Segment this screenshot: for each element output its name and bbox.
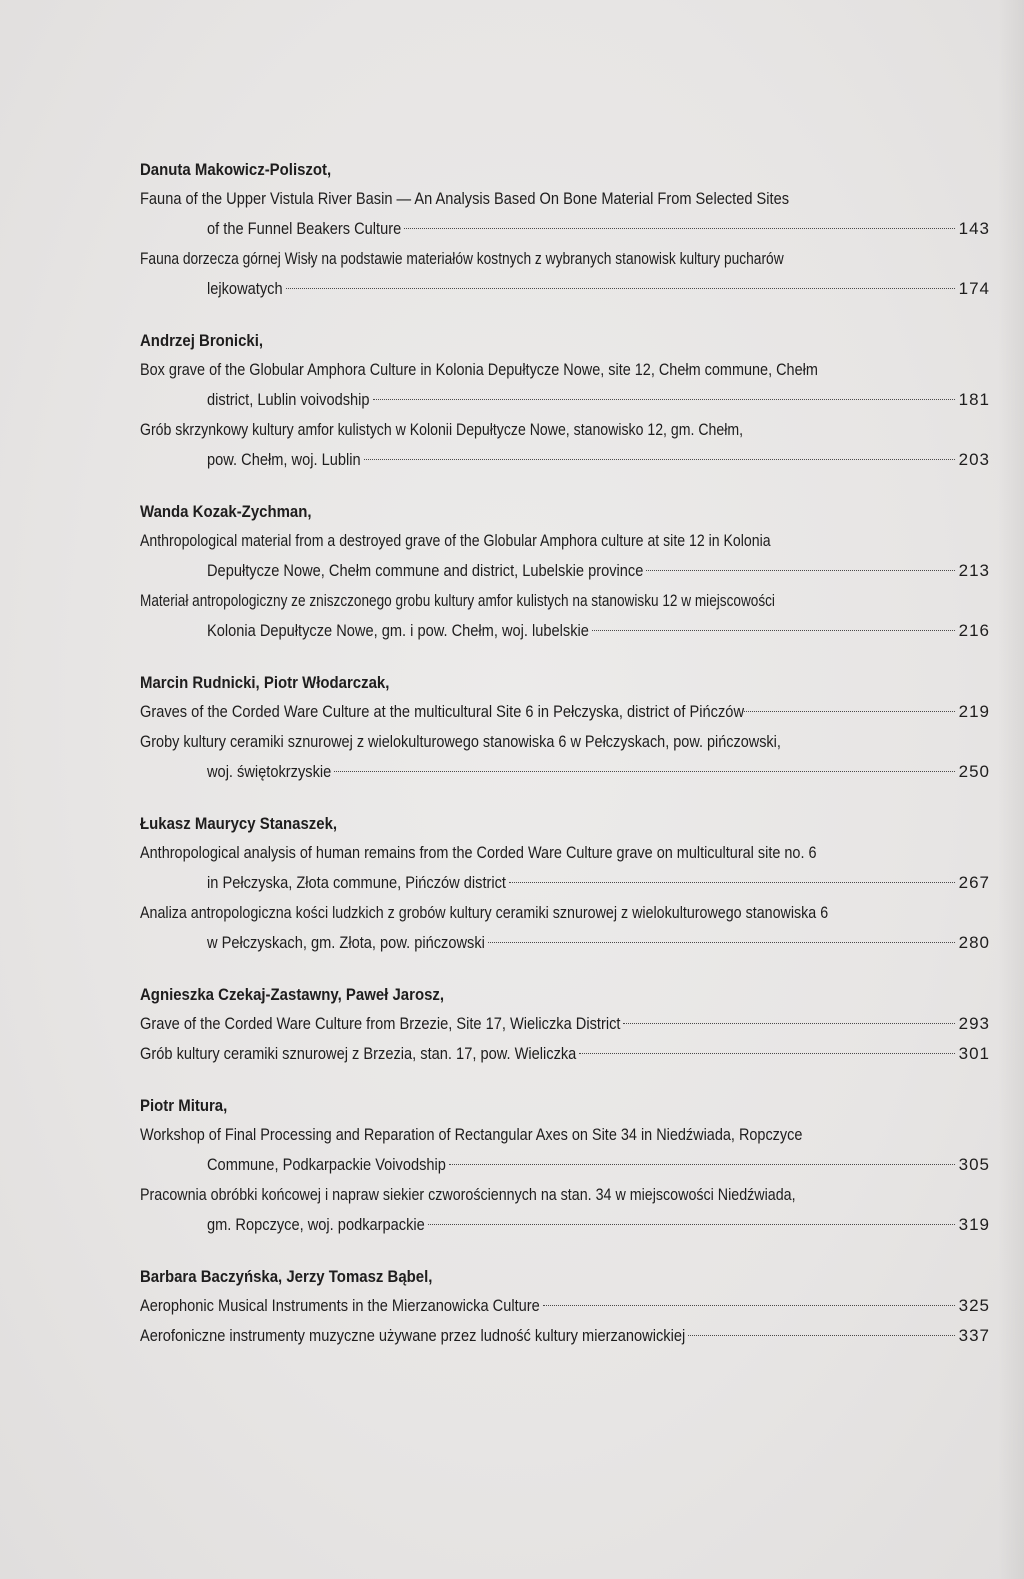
page-number: 337 xyxy=(958,1326,990,1345)
leader-dots xyxy=(488,942,955,943)
item-title-line: in Pełczyska, Złota commune, Pińczów district xyxy=(207,873,506,892)
toc-item[interactable] xyxy=(140,727,990,787)
item-title-line: Anthropological material from a destroyed grave of the Globular Amphora culture at site 12 in Kolonia xyxy=(140,531,771,550)
leader-dots xyxy=(286,288,955,289)
toc-entry xyxy=(140,156,990,304)
leader-dots xyxy=(543,1305,955,1306)
page-number: 213 xyxy=(958,561,990,580)
entry-author: Marcin Rudnicki, Piotr Włodarczak, xyxy=(140,673,390,692)
toc-item[interactable] xyxy=(140,415,990,475)
toc-entry xyxy=(140,327,990,475)
item-title-line: lejkowatych xyxy=(207,279,283,298)
page-number: 293 xyxy=(958,1014,990,1033)
leader-dots xyxy=(744,711,955,712)
entry-author: Piotr Mitura, xyxy=(140,1096,228,1115)
page-number: 203 xyxy=(958,450,990,469)
toc-item[interactable] xyxy=(140,526,990,586)
page-number: 280 xyxy=(958,933,990,952)
toc-item[interactable] xyxy=(140,1009,990,1039)
toc-item[interactable] xyxy=(140,355,990,415)
leader-dots xyxy=(509,882,955,883)
leader-dots xyxy=(579,1053,954,1054)
toc-entry xyxy=(140,810,990,958)
toc-entry xyxy=(140,981,990,1069)
toc-item[interactable] xyxy=(140,838,990,898)
item-title-line: Box grave of the Globular Amphora Culture in Kolonia Depułtycze Nowe, site 12, Chełm commune, Chełm xyxy=(140,360,818,379)
item-title-line: Materiał antropologiczny ze zniszczonego grobu kultury amfor kulistych na stanowisku 12 w miejscowości xyxy=(140,591,775,610)
leader-dots xyxy=(449,1164,955,1165)
leader-dots xyxy=(404,228,954,229)
toc-entry xyxy=(140,498,990,646)
item-title-line: Graves of the Corded Ware Culture at the multicultural Site 6 in Pełczyska, district of Pińczów xyxy=(140,702,745,721)
toc-item[interactable] xyxy=(140,1039,990,1069)
leader-dots xyxy=(688,1335,954,1336)
toc-entry xyxy=(140,669,990,787)
item-title-line: Analiza antropologiczna kości ludzkich z grobów kultury ceramiki sznurowej z wielokulturowego stanowiska 6 xyxy=(140,903,829,922)
toc-item[interactable] xyxy=(140,1321,990,1351)
leader-dots xyxy=(364,459,955,460)
item-title-line: w Pełczyskach, gm. Złota, pow. pińczowski xyxy=(207,933,485,952)
toc-entry xyxy=(140,1263,990,1351)
entry-author: Danuta Makowicz-Poliszot, xyxy=(140,160,332,179)
page-number: 219 xyxy=(958,702,990,721)
entry-author: Wanda Kozak-Zychman, xyxy=(140,502,312,521)
item-title-line: Commune, Podkarpackie Voivodship xyxy=(207,1155,446,1174)
toc-item[interactable] xyxy=(140,1180,990,1240)
item-title-line: Workshop of Final Processing and Reparation of Rectangular Axes on Site 34 in Niedźwiada, Ropczyce xyxy=(140,1125,803,1144)
item-title-line: Groby kultury ceramiki sznurowej z wielokulturowego stanowiska 6 w Pełczyskach, pow. pińczowski, xyxy=(140,732,781,751)
item-title-line: district, Lublin voivodship xyxy=(207,390,370,409)
toc-item[interactable] xyxy=(140,1120,990,1180)
toc-entry xyxy=(140,1092,990,1240)
toc-item[interactable] xyxy=(140,244,990,304)
entry-author: Agnieszka Czekaj-Zastawny, Paweł Jarosz, xyxy=(140,985,445,1004)
item-title-line: gm. Ropczyce, woj. podkarpackie xyxy=(207,1215,425,1234)
toc-item[interactable] xyxy=(140,697,990,727)
page-number: 216 xyxy=(958,621,990,640)
item-title-line: pow. Chełm, woj. Lublin xyxy=(207,450,361,469)
leader-dots xyxy=(592,630,955,631)
page-edge-shadow xyxy=(998,0,1024,1579)
entry-author: Barbara Baczyńska, Jerzy Tomasz Bąbel, xyxy=(140,1267,433,1286)
entry-author: Łukasz Maurycy Stanaszek, xyxy=(140,814,338,833)
item-title-line: of the Funnel Beakers Culture xyxy=(207,219,402,238)
leader-dots xyxy=(373,399,955,400)
page-number: 301 xyxy=(958,1044,990,1063)
leader-dots xyxy=(623,1023,954,1024)
leader-dots xyxy=(428,1224,955,1225)
leader-dots xyxy=(646,570,954,571)
page-number: 319 xyxy=(958,1215,990,1234)
item-title-line: Grób kultury ceramiki sznurowej z Brzezia, stan. 17, pow. Wieliczka xyxy=(140,1044,577,1063)
page-number: 305 xyxy=(958,1155,990,1174)
toc-item[interactable] xyxy=(140,898,990,958)
leader-dots xyxy=(334,771,954,772)
table-of-contents xyxy=(140,156,990,1374)
item-title-line: Anthropological analysis of human remains from the Corded Ware Culture grave on multicultural site no. 6 xyxy=(140,843,817,862)
toc-item[interactable] xyxy=(140,586,990,646)
item-title-line: Grave of the Corded Ware Culture from Brzezie, Site 17, Wieliczka District xyxy=(140,1014,621,1033)
page-number: 267 xyxy=(958,873,990,892)
item-title-line: Fauna of the Upper Vistula River Basin — An Analysis Based On Bone Material From Selected Sites xyxy=(140,189,790,208)
item-title-line: Pracownia obróbki końcowej i napraw siekier czworościennych na stan. 34 w miejscowości Niedźwiada, xyxy=(140,1185,796,1204)
entry-author: Andrzej Bronicki, xyxy=(140,331,264,350)
item-title-line: Aerofoniczne instrumenty muzyczne używane przez ludność kultury mierzanowickiej xyxy=(140,1326,686,1345)
item-title-line: Fauna dorzecza górnej Wisły na podstawie materiałów kostnych z wybranych stanowisk kultury pucharów xyxy=(140,249,784,268)
item-title-line: woj. świętokrzyskie xyxy=(207,762,332,781)
item-title-line: Grób skrzynkowy kultury amfor kulistych w Kolonii Depułtycze Nowe, stanowisko 12, gm. Chełm, xyxy=(140,420,744,439)
item-title-line: Depułtycze Nowe, Chełm commune and district, Lubelskie province xyxy=(207,561,644,580)
page-number: 174 xyxy=(958,279,990,298)
item-title-line: Aerophonic Musical Instruments in the Mierzanowicka Culture xyxy=(140,1296,540,1315)
page-number: 181 xyxy=(958,390,990,409)
page-number: 325 xyxy=(958,1296,990,1315)
item-title-line: Kolonia Depułtycze Nowe, gm. i pow. Chełm, woj. lubelskie xyxy=(207,621,589,640)
page-number: 143 xyxy=(958,219,990,238)
toc-item[interactable] xyxy=(140,1291,990,1321)
page-number: 250 xyxy=(958,762,990,781)
toc-item[interactable] xyxy=(140,184,990,244)
